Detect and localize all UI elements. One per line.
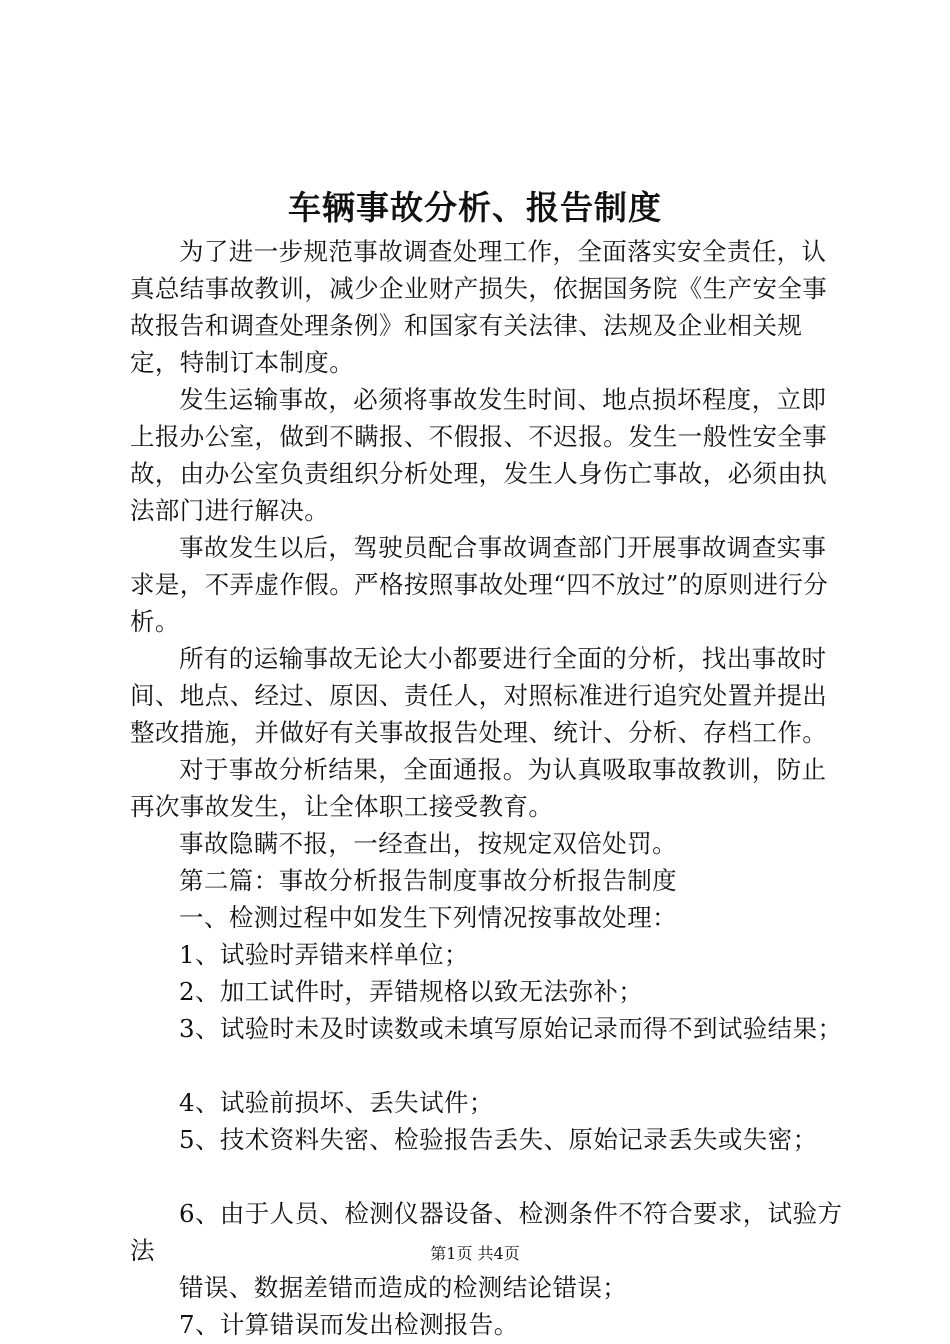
blank-line — [130, 1047, 850, 1084]
paragraph: 事故发生以后，驾驶员配合事故调查部门开展事故调查实事求是，不弄虚作假。严格按照事故处理“四不放过”的原则进行分析。 — [130, 533, 829, 636]
list-item: 4、试验前损坏、丢失试件； — [179, 1088, 494, 1117]
paragraph: 所有的运输事故无论大小都要进行全面的分析，找出事故时间、地点、经过、原因、责任人，对照标准进行追究处置并提出整改措施，并做好有关事故报告处理、统计、分析、存档工作。 — [130, 644, 828, 747]
list-item: 6、由于人员、检测仪器设备、检测条件不符合要求，试验方法 — [130, 1199, 843, 1265]
list-item: 2、加工试件时，弄错规格以致无法弥补； — [179, 977, 644, 1006]
document-body — [130, 233, 850, 1343]
blank-line — [130, 1158, 850, 1195]
list-item: 7、计算错误而发出检测报告。 — [179, 1310, 519, 1339]
paragraph: 对于事故分析结果，全面通报。为认真吸取事故教训，防止再次事故发生，让全体职工接受教育。 — [130, 755, 827, 821]
paragraph: 事故隐瞒不报，一经查出，按规定双倍处罚。 — [179, 829, 677, 858]
paragraph: 为了进一步规范事故调查处理工作，全面落实安全责任，认真总结事故教训，减少企业财产损失，依据国务院《生产安全事故报告和调查处理条例》和国家有关法律、法规及企业相关规定，特制订本制度。 — [130, 237, 828, 377]
list-heading: 一、检测过程中如发生下列情况按事故处理： — [179, 903, 677, 932]
list-item: 1、试验时弄错来样单位； — [179, 940, 469, 969]
section-heading: 第二篇：事故分析报告制度事故分析报告制度 — [179, 866, 677, 895]
list-item: 5、技术资料失密、检验报告丢失、原始记录丢失或失密； — [179, 1125, 818, 1154]
document-title: 车辆事故分析、报告制度 — [288, 188, 662, 227]
list-item: 3、试验时未及时读数或未填写原始记录而得不到试验结果； — [179, 1014, 843, 1043]
paragraph: 发生运输事故，必须将事故发生时间、地点损坏程度，立即上报办公室，做到不瞒报、不假报、不迟报。发生一般性安全事故，由办公室负责组织分析处理，发生人身伤亡事故，必须由执法部门进行解决。 — [130, 385, 828, 525]
list-item-continuation: 错误、数据差错而造成的检测结论错误； — [179, 1273, 628, 1302]
page-number-footer: 第1页 共4页 — [430, 1244, 520, 1263]
